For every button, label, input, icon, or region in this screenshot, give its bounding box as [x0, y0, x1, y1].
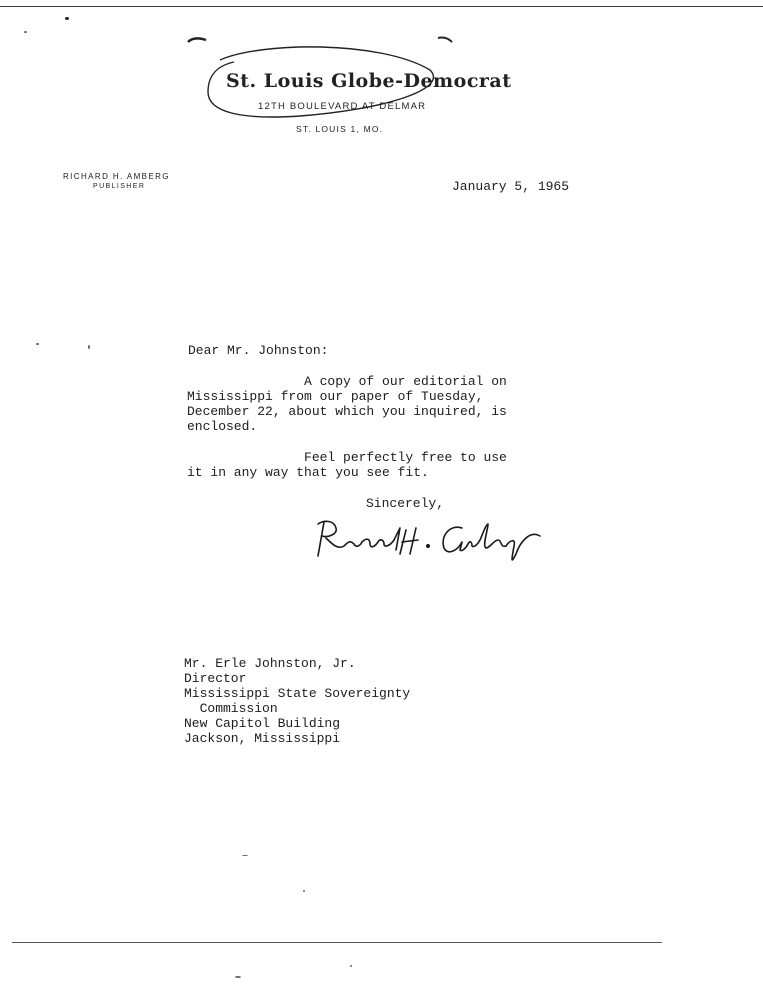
- sender-title: PUBLISHER: [93, 183, 146, 190]
- address-line: New Capitol Building: [184, 716, 341, 731]
- scan-speck: [350, 965, 352, 967]
- paragraph-line: it in any way that you see fit.: [187, 465, 429, 480]
- letter-date: January 5, 1965: [452, 179, 570, 194]
- scan-speck: [303, 890, 305, 892]
- paragraph-line: Mississippi from our paper of Tuesday,: [187, 389, 484, 404]
- handwritten-signature: [310, 510, 550, 570]
- top-scan-edge: [0, 6, 763, 7]
- paragraph-line: A copy of our editorial on: [187, 374, 507, 389]
- scan-speck: [235, 976, 241, 978]
- address-line: Mississippi State Sovereignty: [184, 686, 411, 701]
- paragraph-1: [187, 374, 507, 434]
- scan-speck: [88, 345, 90, 349]
- sender-name: RICHARD H. AMBERG: [63, 172, 170, 181]
- address-line: Commission: [184, 701, 278, 716]
- scan-speck: [36, 343, 39, 345]
- paragraph-2: [187, 450, 507, 480]
- address-line: Director: [184, 671, 247, 686]
- recipient-address: [184, 656, 410, 746]
- paragraph-line: enclosed.: [187, 419, 258, 434]
- scan-speck: [65, 17, 69, 20]
- closing: Sincerely,: [366, 496, 445, 511]
- paragraph-line: December 22, about which you inquired, is: [187, 404, 507, 419]
- paragraph-line: Feel perfectly free to use: [187, 450, 507, 465]
- address-line-street: 12TH BOULEVARD AT DELMAR: [258, 101, 427, 112]
- address-line: Mr. Erle Johnston, Jr.: [184, 656, 356, 671]
- bottom-scan-rule: [12, 942, 662, 943]
- address-line-city: ST. LOUIS 1, MO.: [296, 124, 384, 134]
- salutation: Dear Mr. Johnston:: [188, 343, 329, 358]
- newspaper-name: St. Louis Globe-Democrat: [226, 70, 512, 92]
- address-line: Jackson, Mississippi: [184, 731, 341, 746]
- scan-speck: [24, 31, 27, 33]
- scan-speck: [242, 855, 248, 856]
